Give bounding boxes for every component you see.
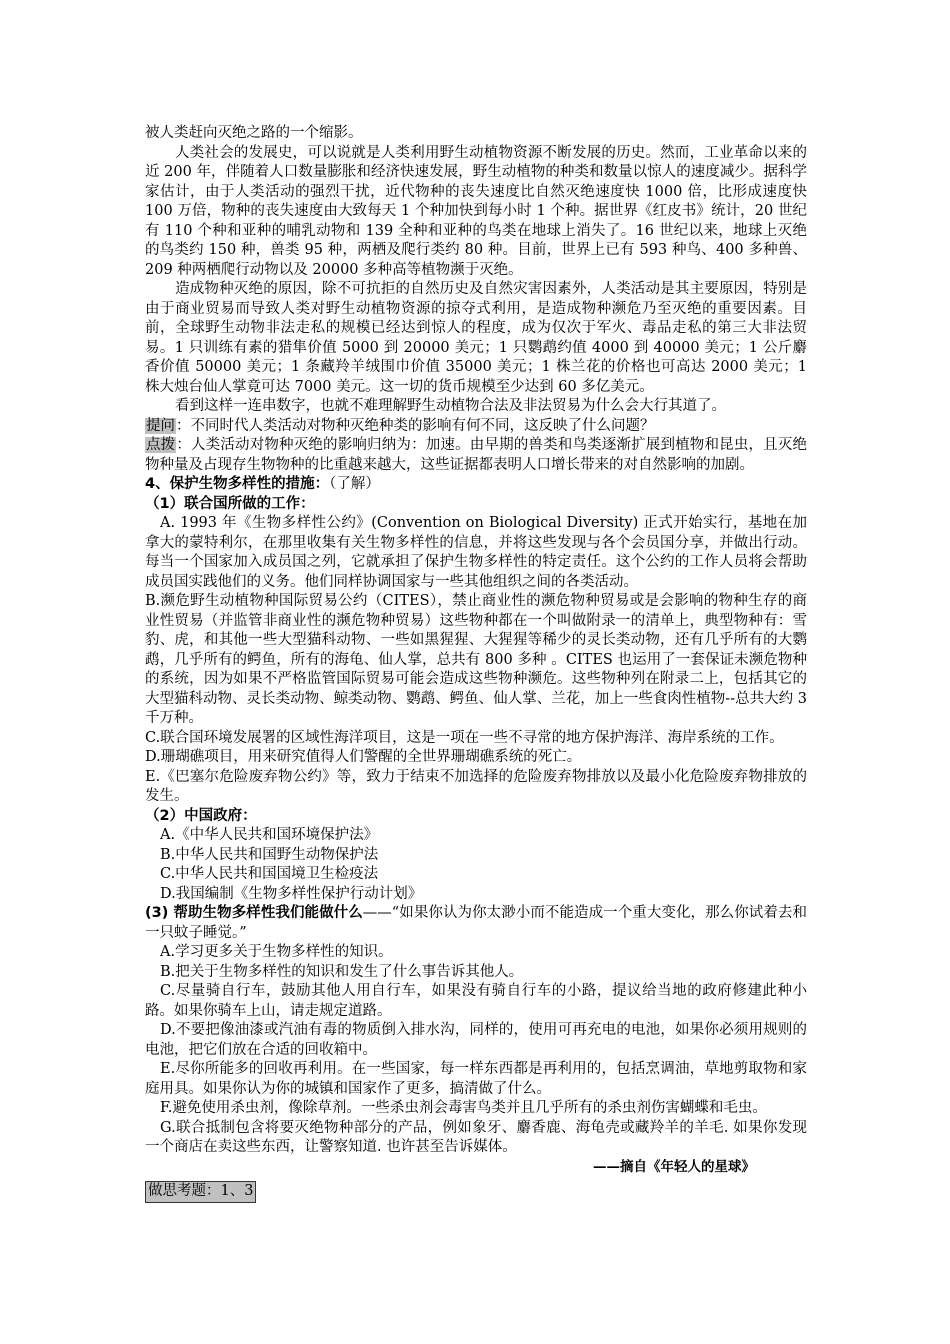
un-item: E.《巴塞尔危险废弃物公约》等，致力于结束不加选择的危险废弃物排放以及最小化危险废弃物排放的发生。 [145,768,807,804]
subsection-heading-help [145,904,807,943]
help-item: F.避免使用杀虫剂，像除草剂。一些杀虫剂会毒害鸟类并且几乎所有的杀虫剂伤害蝴蝶和毛虫。 [160,1100,767,1116]
china-item: A.《中华人民共和国环境保护法》 [160,827,379,843]
subsection-heading-un: （1）联合国所做的工作： [145,495,315,512]
section-heading [145,475,807,495]
question-text: ：不同时代人类活动对物种灭绝种类的影响有何不同，这反映了什么问题？ [176,417,655,434]
hint-tag: 点拨 [146,437,176,453]
un-item: A. 1993 年《生物多样性公约》(Convention on Biological Diversity) 正式开始实行，基地在加拿大的蒙特利尔，在那里收集有关生物多样性的信息，并将这些发现与各个会员国分享，并做出行动。每当一个国家加入成员国之列，它就承担了保护生物多样性的特定责任。这个公约的工作人员将会帮助成员国实践他们的义务。他们同样协调国家与一些其他组织之间的各类活动。 [145,515,807,590]
hint-text: ：人类活动对物种灭绝的影响归纳为：加速。由早期的兽类和鸟类逐渐扩展到植物和昆虫，且灭绝物种量及占现存生物物种的比重越来越大，这些证据都表明人口增长带来的对自然影响的加剧。 [145,437,807,473]
help-item: E.尽你所能多的回收再利用。在一些国家，每一样东西都是再利用的，包括烹调油，草地剪取物和家庭用具。如果你认为你的城镇和国家作了更多，搞清做了什么。 [145,1061,807,1097]
question-line [145,417,807,437]
china-item: C.中华人民共和国国境卫生检疫法 [160,866,379,882]
intro-paragraph: 被人类赶向灭绝之路的一个缩影。 [145,125,363,141]
section-title: 4、保护生物多样性的措施： [145,476,330,492]
help-item: A.学习更多关于生物多样性的知识。 [160,944,393,960]
homework-tag: 做思考题：1、3 [145,1181,256,1203]
help-heading: (3) 帮助生物多样性我们能做什么 [145,905,363,921]
question-tag: 提问 [146,417,175,434]
intro-paragraph: 看到这样一连串数字，也就不难理解野生动植物合法及非法贸易为什么会大行其道了。 [175,398,726,414]
subsection-heading-china: （2）中国政府： [145,807,257,824]
hint-paragraph [145,436,807,475]
help-item: G.联合抵制包含将要灭绝物种部分的产品，例如象牙、麝香鹿、海龟壳或藏羚羊的羊毛. 如果你发现一个商店在卖这些东西，让警察知道. 也许甚至告诉媒体。 [145,1119,807,1155]
source-citation: ——摘自《年轻人的星球》 [593,1158,755,1175]
intro-paragraph: 造成物种灭绝的原因，除不可抗拒的自然历史及自然灾害因素外，人类活动是其主要原因，特别是由于商业贸易而导致人类对野生动植物资源的掠夺式利用，是造成物种濒危乃至灭绝的重要因素。目前，全球野生动物非法走私的规模已经达到惊人的程度，成为仅次于军火、毒品走私的第三大非法贸易。1 只训练有素的猎隼价值 5000 到 20000 美元；1 只鹦鹉约值 4000 到 40000 美元；1 公斤麝香价值 50000 美元；1 条藏羚羊绒围巾价值 35000 美元；1 株兰花的价格也可高达 2000 美元；1 株大烛台仙人掌竟可达 7000 美元。这一切的货币规模至少达到 60 多亿美元。 [145,281,807,395]
help-item: B.把关于生物多样性的知识和发生了什么事告诉其他人。 [160,963,524,980]
china-item: D.我国编制《生物多样性保护行动计划》 [160,885,423,902]
homework-line [145,1181,807,1203]
intro-paragraph: 人类社会的发展史，可以说就是人类利用野生动植物资源不断发展的历史。然而，工业革命以来的近 200 年，伴随着人口数量膨胀和经济快速发展，野生动植物的种类和数量以惊人的速度减少。据科学家估计，由于人类活动的强烈干扰，近代物种的丧失速度比自然灭绝速度快 1000 倍，比形成速度快 100 万倍，物种的丧失速度由大致每天 1 个种加快到每小时 1 个种。据世界《红皮书》统计，20 世纪有 110 个种和亚种的哺乳动物和 139 全种和亚种的鸟类在地球上消失了。16 世纪以来，地球上灭绝的鸟类约 150 种，兽类 95 种，两栖及爬行类约 80 种。目前，世界上已有 593 种鸟、400 多种兽、209 种两栖爬行动物以及 20000 多种高等植物濒于灭绝。 [145,144,807,278]
help-item: C.尽量骑自行车，鼓励其他人用自行车，如果没有骑自行车的小路，提议给当地的政府修建此种小路。如果你骑车上山，请走规定道路。 [145,983,807,1019]
help-quote: ——“如果你认为你太渺小而不能造成一个重大变化，那么你试着去和一只蚊子睡觉。” [145,905,807,941]
un-item: B.濒危野生动植物种国际贸易公约（CITES），禁止商业性的濒危物种贸易或是会影响的物种生存的商业性贸易（并监管非商业性的濒危物种贸易）这些物种都在一个叫做附录一的清单上，典型物种有：雪豹、虎，和其他一些大型猫科动物、一些如黑猩猩、大猩猩等稀少的灵长类动物，还有几乎所有的大鹦鹉，几乎所有的鳄鱼，所有的海龟、仙人掌，总共有 800 多种 。CITES 也运用了一套保证未濒危物种的系统，因为如果不严格监管国际贸易可能会造成这些物种濒危。这些物种列在附录二上，包括其它的大型猫科动物、灵长类动物、鲸类动物、鹦鹉、鳄鱼、仙人掌、兰花，加上一些食肉性植物--总共大约 3 千万种。 [145,593,807,726]
section-note: （了解） [329,476,380,492]
un-item: C.联合国环境发展署的区域性海洋项目，这是一项在一些不寻常的地方保护海洋、海岸系统的工作。 [145,729,784,746]
china-item: B.中华人民共和国野生动物保护法 [160,846,379,863]
document-page [145,124,807,1203]
help-item: D.不要把像油漆或汽油有毒的物质倒入排水沟，同样的，使用可再充电的电池，如果你必须用规则的电池，把它们放在合适的回收箱中。 [145,1022,807,1058]
un-item: D.珊瑚礁项目，用来研究值得人们警醒的全世界珊瑚礁系统的死亡。 [145,749,582,765]
